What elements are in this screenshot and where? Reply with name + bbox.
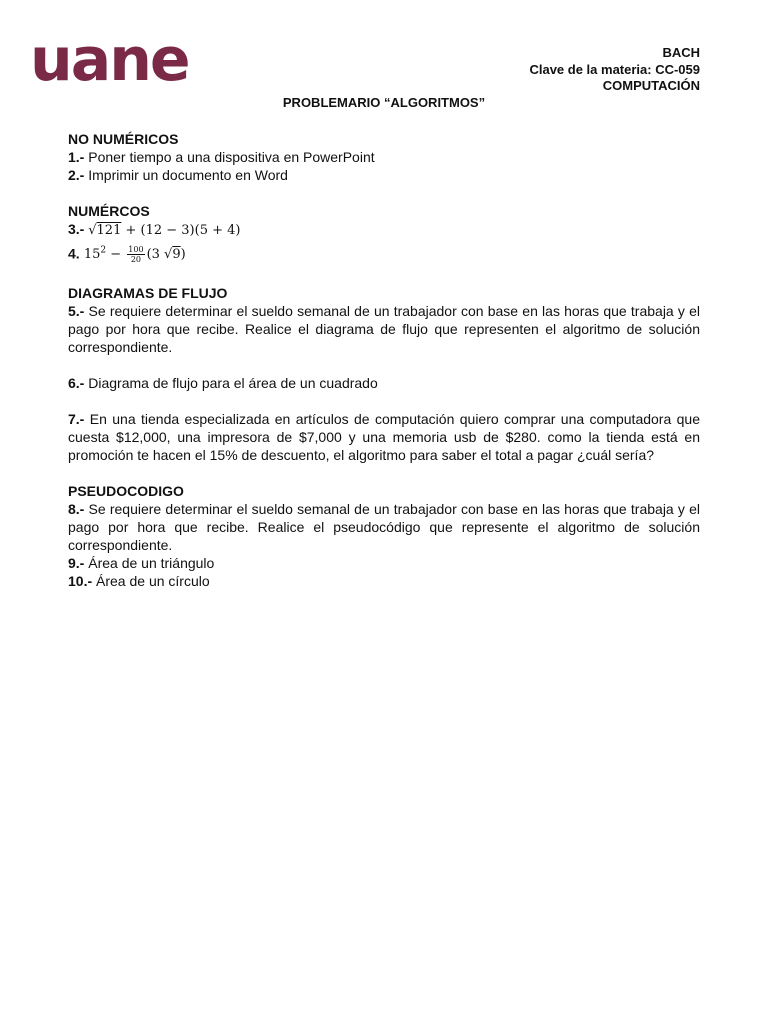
problem-3 [68, 220, 700, 240]
fraction-denominator: 20 [130, 255, 142, 265]
course-header [529, 45, 700, 95]
section-title-numericos: NUMÉRCOS [68, 203, 150, 219]
paren-close: ) [180, 247, 186, 263]
problem-8 [68, 500, 700, 554]
section-title-diagramas: DIAGRAMAS DE FLUJO [68, 285, 228, 302]
header-level: BACH [662, 45, 700, 60]
logo-wordmark: uane [30, 25, 189, 92]
fraction [127, 245, 144, 264]
math-expression-3 [88, 223, 240, 238]
math-expression-4 [79, 245, 186, 265]
header-course-code: Clave de la materia: CC-059 [529, 61, 700, 77]
problem-text: Se requiere determinar el sueldo semanal de un trabajador con base en las horas que trabaja y el pago por hora que recibe. Realice el pseudocódigo que represente el algoritmo de solución correspondiente. [68, 501, 700, 554]
base: 15 [79, 247, 101, 263]
fraction-numerator: 100 [128, 245, 144, 255]
problem-7 [68, 410, 700, 464]
minus: − [106, 247, 126, 263]
problem-2 [68, 166, 700, 184]
problem-5 [68, 302, 700, 356]
problem-number: 3.- [68, 221, 85, 237]
problem-number: 8.- [68, 501, 85, 518]
sqrt-symbol: √ [88, 223, 97, 238]
problem-text: Diagrama de flujo para el área de un cuadrado [84, 375, 378, 392]
exponent: 2 [100, 246, 107, 256]
problem-text: Se requiere determinar el sueldo semanal de un trabajador con base en las horas que trabaja y el pago por hora que recibe. Realice el diagrama de flujo que representen el algoritmo de solución correspondiente. [68, 303, 700, 356]
header-subject: COMPUTACIÓN [602, 78, 700, 93]
radicand: 121 [96, 223, 122, 238]
problem-text: Área de un círculo [92, 573, 210, 590]
problem-text: Imprimir un documento en Word [84, 167, 288, 183]
problem-list [68, 130, 700, 590]
problem-number: 2.- [68, 167, 85, 183]
paren-open: (3 [146, 247, 165, 263]
sqrt-symbol: √ [164, 247, 173, 263]
problem-9 [68, 554, 700, 572]
expression-rest: + (12 − 3)(5 + 4) [121, 223, 241, 238]
problem-number: 1.- [68, 149, 85, 165]
section-title-pseudocodigo: PSEUDOCODIGO [68, 483, 184, 500]
problem-text: Poner tiempo a una dispositiva en PowerPoint [84, 149, 375, 165]
problem-6 [68, 374, 700, 392]
radicand: 9 [172, 247, 181, 263]
problem-number: 5.- [68, 303, 85, 320]
section-title-no-numericos: NO NUMÉRICOS [68, 131, 179, 147]
problem-number: 4. [68, 245, 80, 262]
problem-4 [68, 242, 700, 264]
problem-number: 6.- [68, 375, 85, 392]
problem-number: 9.- [68, 555, 85, 572]
problem-text: En una tienda especializada en artículos de computación quiero comprar una computadora que cuesta $12,000, una impresora de $7,000 y una memoria usb de $280. como la tienda está en promoción te hacen el 15% de descuento, el algoritmo para saber el total a pagar ¿cuál sería? [68, 411, 700, 464]
problem-number: 10.- [68, 573, 93, 590]
problem-1 [68, 148, 700, 166]
uane-logo [30, 22, 200, 92]
problem-10 [68, 572, 700, 590]
problem-text: Área de un triángulo [84, 555, 215, 572]
document-title: PROBLEMARIO “ALGORITMOS” [282, 95, 486, 110]
problem-number: 7.- [68, 411, 85, 428]
